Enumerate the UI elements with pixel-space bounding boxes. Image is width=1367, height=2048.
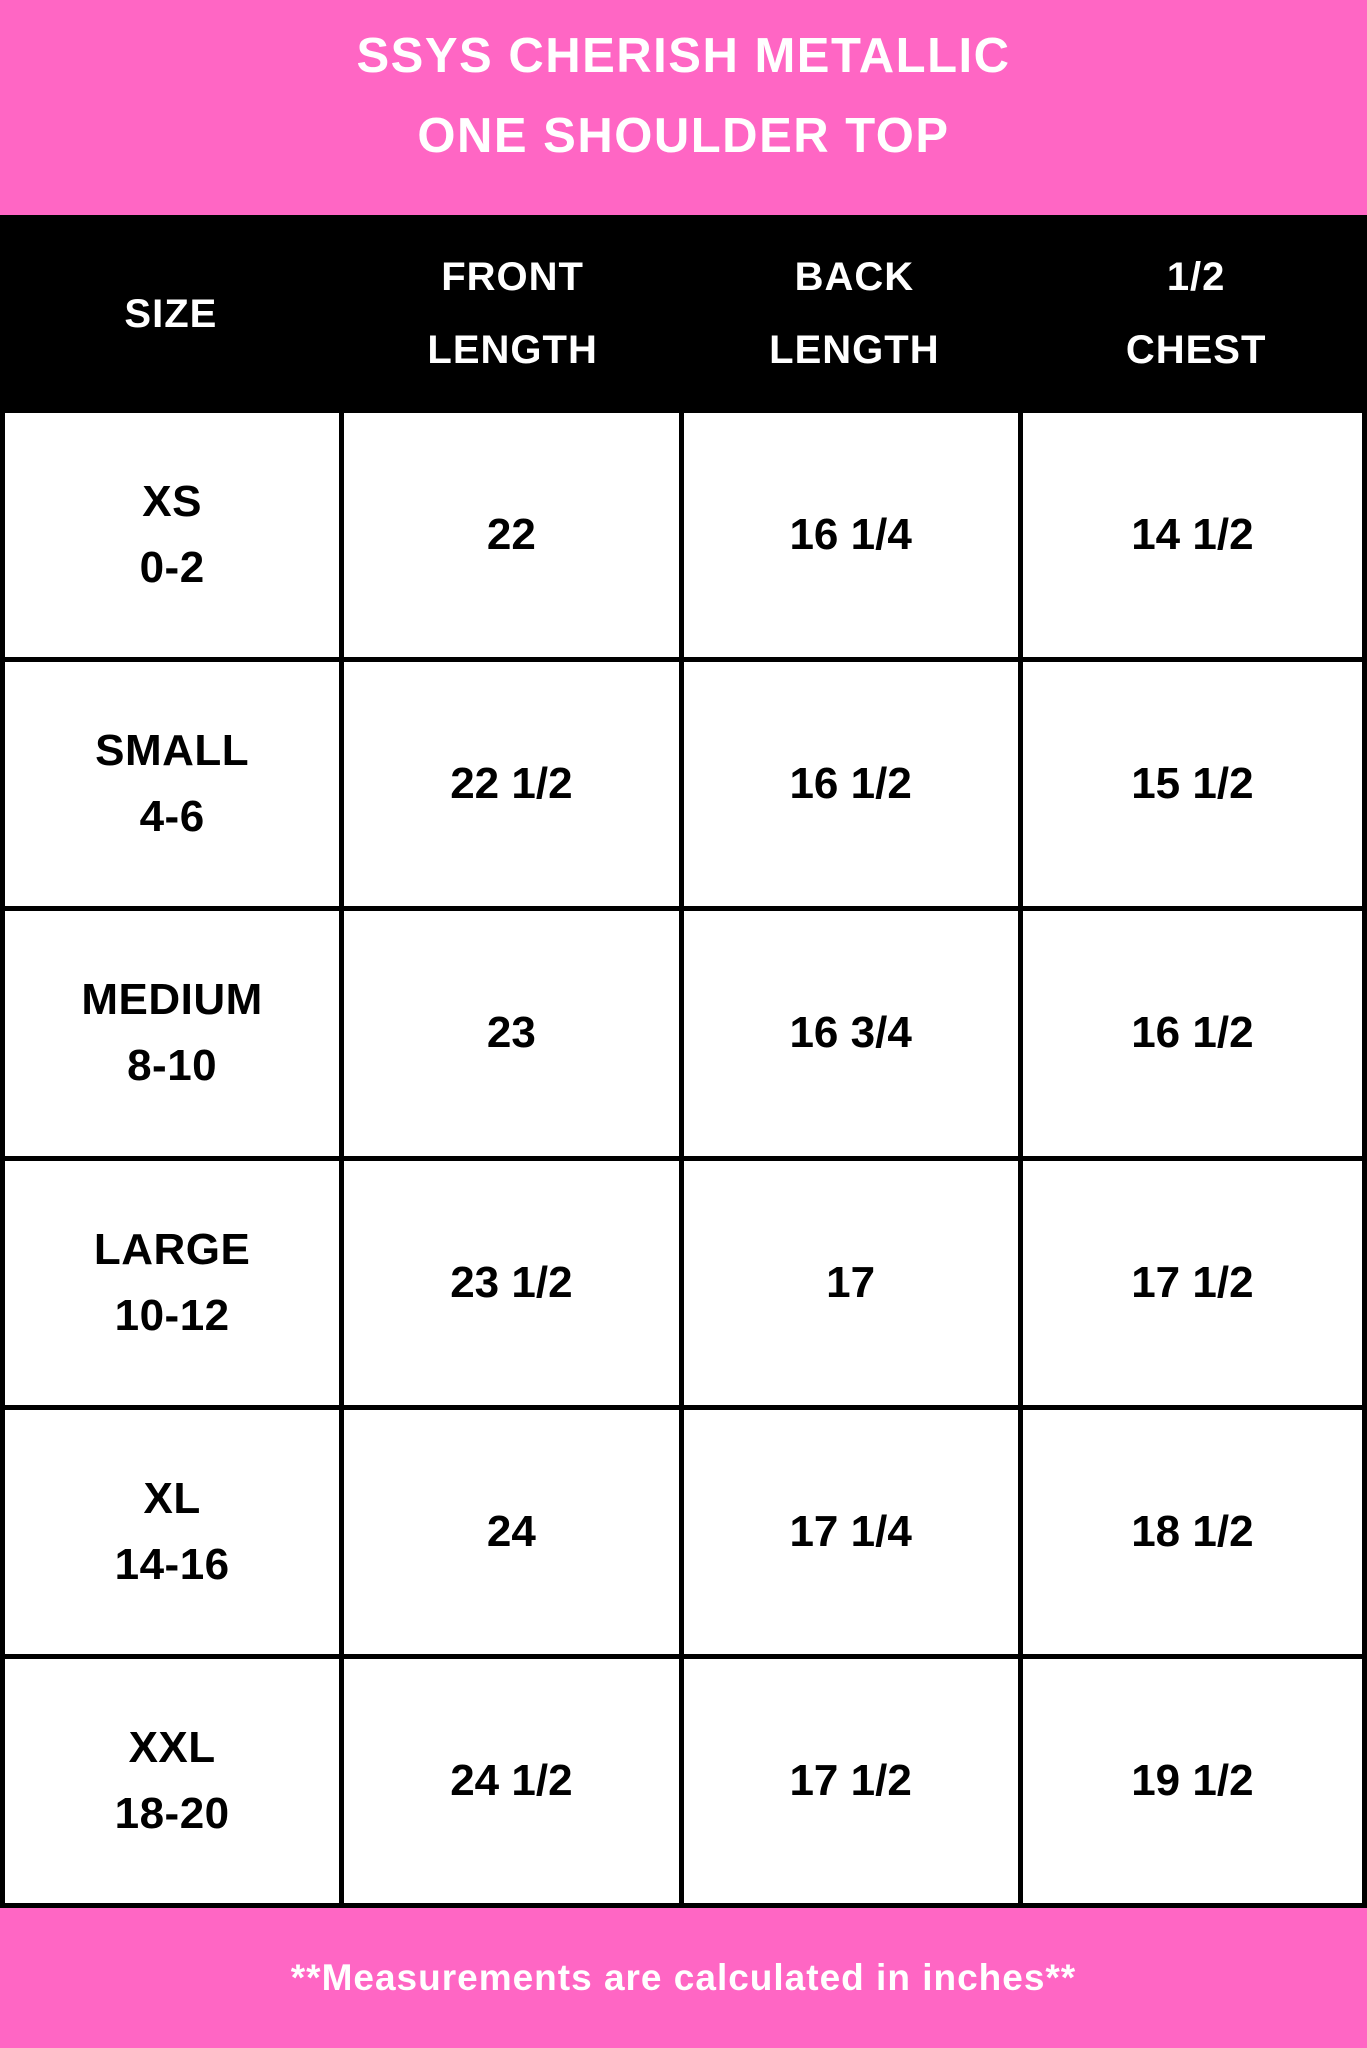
size-label: SMALL xyxy=(95,726,250,776)
front-length-cell: 23 1/2 xyxy=(344,1161,683,1405)
half-chest-cell: 15 1/2 xyxy=(1131,759,1254,809)
table-row-xxl xyxy=(5,1659,1362,1908)
table-row-large xyxy=(5,1161,1362,1410)
measurements-note: **Measurements are calculated in inches** xyxy=(290,1957,1077,1998)
back-length-cell: 16 3/4 xyxy=(684,911,1023,1155)
half-chest-cell: 18 1/2 xyxy=(1131,1506,1254,1556)
header-label: BACK xyxy=(794,255,915,299)
size-range: 4-6 xyxy=(139,792,205,842)
page-title-line-1: SSYS CHERISH METALLIC xyxy=(356,28,1011,83)
header-cell-back-length xyxy=(684,215,1026,413)
half-chest-cell: 19 1/2 xyxy=(1131,1755,1254,1805)
size-cell xyxy=(5,911,344,1155)
header-label: LENGTH xyxy=(769,328,940,372)
size-cell xyxy=(5,1161,344,1405)
back-length-cell: 17 1/2 xyxy=(684,1659,1023,1903)
back-length-cell: 17 1/4 xyxy=(684,1410,1023,1654)
size-cell xyxy=(5,662,344,906)
back-length-cell: 17 xyxy=(684,1161,1023,1405)
front-length-cell: 24 1/2 xyxy=(344,1659,683,1903)
size-label: XS xyxy=(142,477,202,527)
size-range: 8-10 xyxy=(127,1041,218,1091)
table-row-xs xyxy=(5,413,1362,662)
front-length-cell: 24 xyxy=(344,1410,683,1654)
back-length-cell: 16 1/2 xyxy=(684,662,1023,906)
size-cell xyxy=(5,1659,344,1903)
size-label: LARGE xyxy=(93,1224,251,1274)
half-chest-cell: 14 1/2 xyxy=(1131,510,1254,560)
size-label: MEDIUM xyxy=(81,975,263,1025)
front-length-cell: 22 xyxy=(344,413,683,657)
back-length-cell: 16 1/4 xyxy=(684,413,1023,657)
header-cell-size xyxy=(0,215,342,413)
footer-band xyxy=(0,1908,1367,2048)
half-chest-cell: 16 1/2 xyxy=(1131,1008,1254,1058)
size-cell xyxy=(5,413,344,657)
header-cell-half-chest xyxy=(1025,215,1367,413)
front-length-cell: 23 xyxy=(344,911,683,1155)
title-band xyxy=(0,0,1367,215)
front-length-cell: 22 1/2 xyxy=(344,662,683,906)
size-label: XXL xyxy=(128,1722,216,1772)
header-label: 1/2 xyxy=(1166,255,1226,299)
table-row-medium xyxy=(5,911,1362,1160)
table-header-row xyxy=(0,215,1367,413)
size-range: 18-20 xyxy=(114,1788,230,1838)
half-chest-cell: 17 1/2 xyxy=(1131,1257,1254,1307)
table-row-xl xyxy=(5,1410,1362,1659)
size-range: 14-16 xyxy=(114,1539,230,1589)
size-range: 0-2 xyxy=(139,543,205,593)
size-range: 10-12 xyxy=(114,1290,230,1340)
header-label: LENGTH xyxy=(427,328,598,372)
header-label: SIZE xyxy=(124,291,218,336)
header-cell-front-length xyxy=(342,215,684,413)
header-label: CHEST xyxy=(1125,328,1267,372)
table-row-small xyxy=(5,662,1362,911)
size-cell xyxy=(5,1410,344,1654)
size-label: XL xyxy=(143,1473,201,1523)
page-title-line-2: ONE SHOULDER TOP xyxy=(417,108,950,163)
table-body xyxy=(0,413,1367,1908)
header-label: FRONT xyxy=(441,255,584,299)
